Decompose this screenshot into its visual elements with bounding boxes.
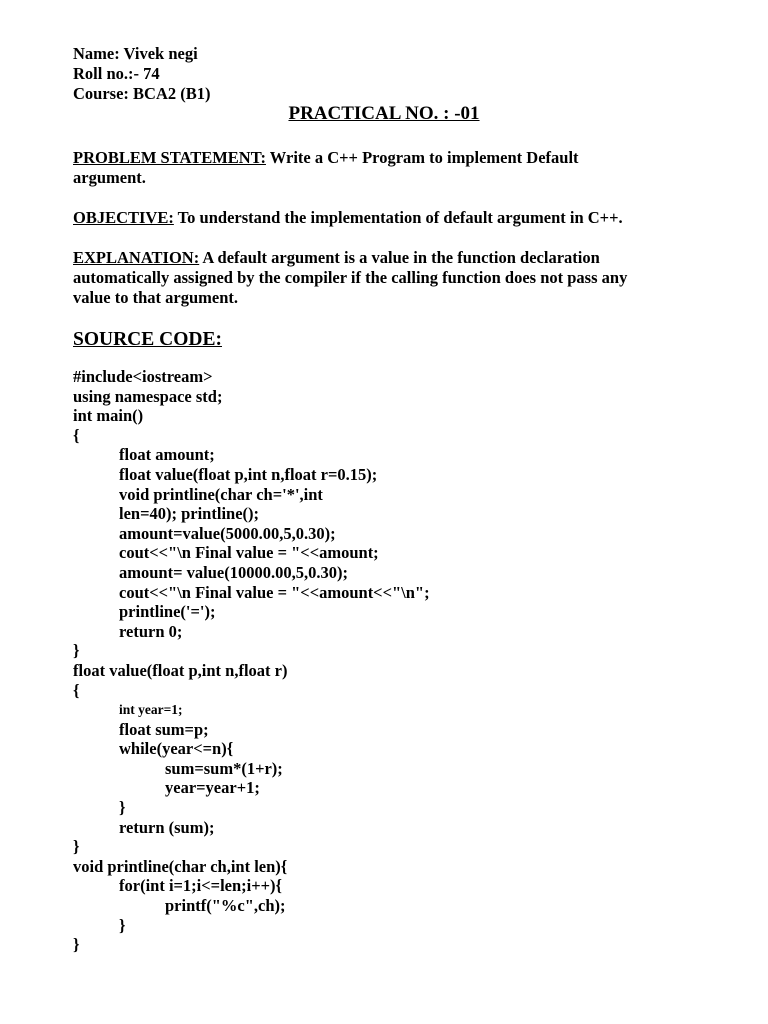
code-line: while(year<=n){ [119,739,234,759]
objective-text: To understand the implementation of default argument in C++. [173,208,623,227]
problem-text-line1: Write a C++ Program to implement Default [265,148,579,167]
student-name: Name: Vivek negi [73,44,198,63]
objective [73,208,623,228]
code-line: } [73,641,80,661]
code-line: amount= value(10000.00,5,0.30); [119,562,348,582]
source-code-heading: SOURCE CODE: [73,329,222,350]
course: Course: BCA2 (B1) [73,84,211,103]
code-line: { [73,680,80,700]
code-line: int main() [73,406,144,426]
code-line: printline('='); [119,602,216,622]
explanation-text-line3: value to that argument. [73,288,238,307]
problem-text-line2: argument. [73,168,146,187]
code-line: using namespace std; [73,386,223,406]
explanation-label: EXPLANATION: [73,248,200,267]
code-line: float amount; [119,445,215,465]
code-line: } [119,915,126,935]
code-line: year=year+1; [165,778,260,798]
code-line: float value(float p,int n,float r=0.15); [119,464,378,484]
explanation-text-line2: automatically assigned by the compiler if the calling function does not pass any [73,268,628,287]
code-line: for(int i=1;i<=len;i++){ [119,876,283,896]
code-line: void printline(char ch,int len){ [73,856,288,876]
code-line: cout<<"\n Final value = "<<amount<<"\n"; [119,582,430,602]
code-line: float sum=p; [119,719,209,739]
code-line: return 0; [119,621,183,641]
code-line: #include<iostream> [73,367,213,386]
code-line: return (sum); [119,817,215,837]
code-line: printf("%c",ch); [165,896,286,916]
explanation-text-line1: A default argument is a value in the function declaration [199,248,600,267]
code-line: } [73,837,80,857]
code-line: } [73,935,80,955]
code-line: cout<<"\n Final value = "<<amount; [119,543,379,563]
code-line: void printline(char ch='*',int [119,484,323,504]
code-line: float value(float p,int n,float r) [73,660,288,680]
code-line: len=40); printline(); [119,504,260,524]
code-line: int year=1; [119,702,183,718]
code-line: { [73,425,80,445]
objective-label: OBJECTIVE: [73,208,174,227]
code-line: } [119,798,126,818]
practical-title: PRACTICAL NO. : -01 [288,103,480,124]
code-line: amount=value(5000.00,5,0.30); [119,523,336,543]
code-line: sum=sum*(1+r); [165,758,283,778]
problem-label: PROBLEM STATEMENT: [73,148,266,167]
explanation [73,248,600,268]
roll-number: Roll no.:- 74 [73,64,160,83]
source-code-block [73,367,733,955]
problem-statement [73,148,579,168]
